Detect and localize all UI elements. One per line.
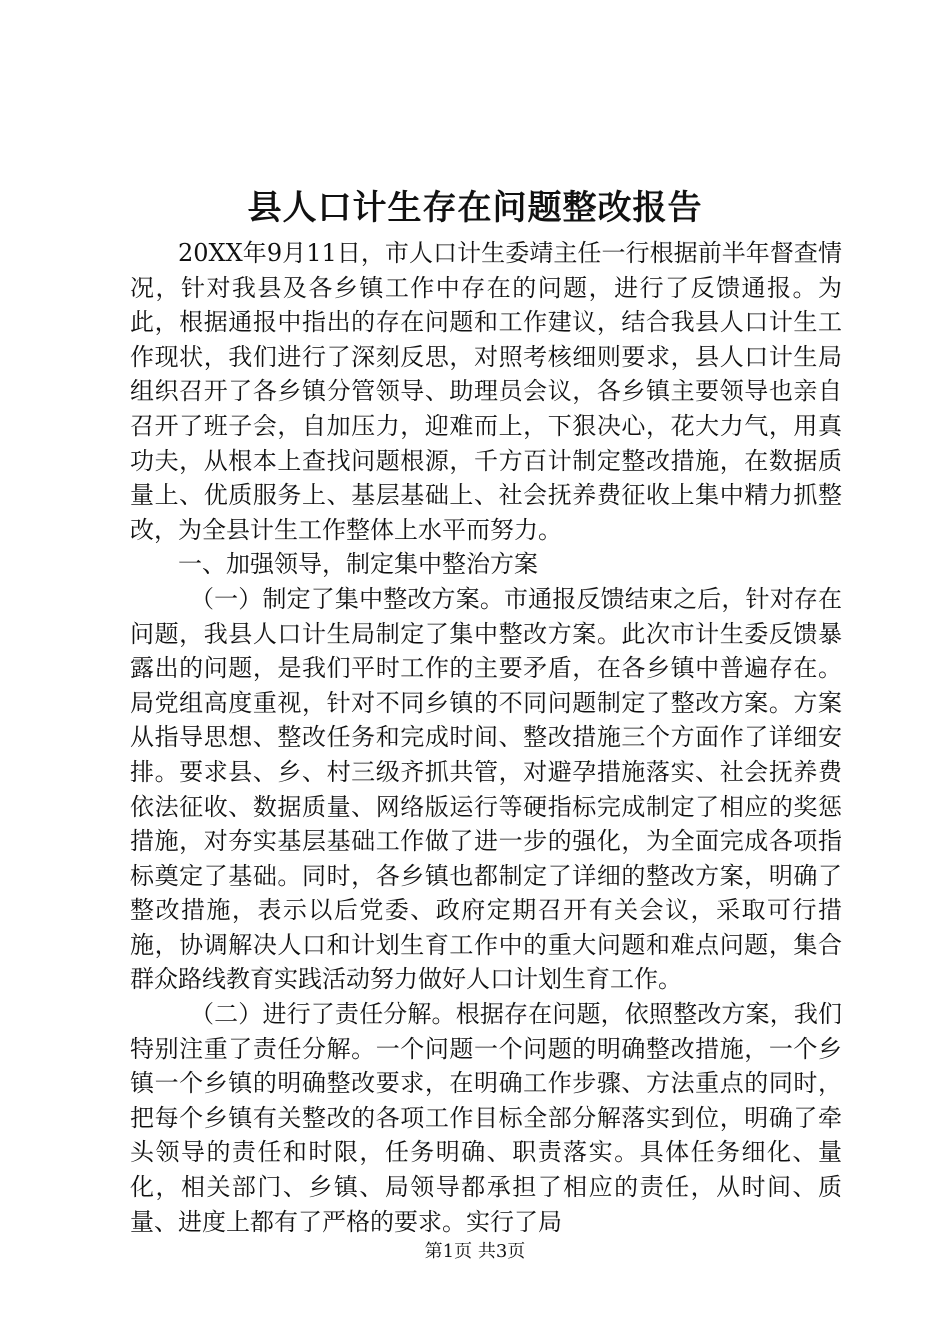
intro-paragraph: 20XX年9月11日，市人口计生委靖主任一行根据前半年督查情况，针对我县及各乡镇工作中存在的问题，进行了反馈通报。为此，根据通报中指出的存在问题和工作建议，结合我县人口计生工作现状，我们进行了深刻反思，对照考核细则要求，县人口计生局组织召开了各乡镇分管领导、助理员会议，各乡镇主要领导也亲自召开了班子会，自加压力，迎难而上，下狠决心，花大力气，用真功夫，从根本上查找问题根源，千方百计制定整改措施，在数据质量上、优质服务上、基层基础上、社会抚养费征收上集中精力抓整改，为全县计生工作整体上水平而努力。: [130, 239, 842, 544]
document-title: 县人口计生存在问题整改报告: [247, 188, 703, 228]
section-heading: 一、加强领导，制定集中整治方案: [178, 550, 538, 579]
subsection-paragraph: （二）进行了责任分解。根据存在问题，依照整改方案，我们特别注重了责任分解。一个问题一个问题的明确整改措施，一个乡镇一个乡镇的明确整改要求，在明确工作步骤、方法重点的同时，把每个乡镇有关整改的各项工作目标全部分解落实到位，明确了牵头领导的责任和时限，任务明确、职责落实。具体任务细化、量化，相关部门、乡镇、局领导都承担了相应的责任，从时间、质量、进度上都有了严格的要求。实行了局: [130, 1000, 842, 1236]
document-body: [130, 236, 842, 1239]
page-number: 第1页 共3页: [424, 1241, 526, 1262]
subsection-paragraph: （一）制定了集中整改方案。市通报反馈结束之后，针对存在问题，我县人口计生局制定了集中整改方案。此次市计生委反馈暴露出的问题，是我们平时工作的主要矛盾，在各乡镇中普遍存在。局党组高度重视，针对不同乡镇的不同问题制定了整改方案。方案从指导思想、整改任务和完成时间、整改措施三个方面作了详细安排。要求县、乡、村三级齐抓共管，对避孕措施落实、社会抚养费依法征收、数据质量、网络版运行等硬指标完成制定了相应的奖惩措施，对夯实基层基础工作做了进一步的强化，为全面完成各项指标奠定了基础。同时，各乡镇也都制定了详细的整改方案，明确了整改措施，表示以后党委、政府定期召开有关会议，采取可行措施，协调解决人口和计划生育工作中的重大问题和难点问题，集合群众路线教育实践活动努力做好人口计划生育工作。: [130, 584, 842, 994]
